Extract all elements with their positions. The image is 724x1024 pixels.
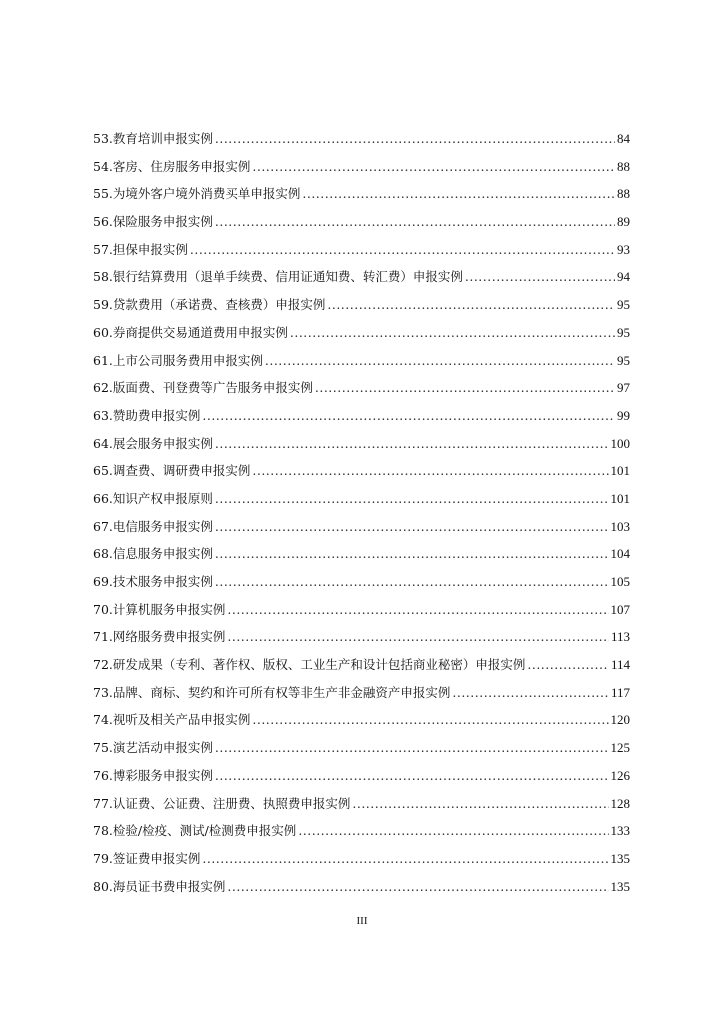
toc-entry-page: 120 [610, 712, 630, 728]
toc-entry-title: 54.客房、住房服务申报实例 [93, 158, 251, 174]
toc-dot-leader [215, 125, 615, 153]
toc-entry[interactable] [93, 817, 630, 845]
toc-entry-page: 95 [617, 297, 630, 313]
toc-entry-page: 113 [610, 629, 630, 645]
toc-entry[interactable] [93, 208, 630, 236]
toc-entry-page: 135 [610, 878, 630, 894]
toc-entry-page: 103 [610, 518, 630, 534]
toc-entry-page: 101 [610, 463, 630, 479]
toc-entry-title: 65.调查费、调研费申报实例 [93, 463, 251, 479]
toc-entry-page: 126 [610, 767, 630, 783]
toc-entry[interactable] [93, 679, 630, 707]
toc-entry[interactable] [93, 402, 630, 430]
toc-entry[interactable] [93, 706, 630, 734]
toc-entry-title: 58.银行结算费用（退单手续费、信用证通知费、转汇费）申报实例 [93, 269, 463, 285]
toc-dot-leader [215, 208, 615, 236]
toc-dot-leader [252, 457, 608, 485]
toc-dot-leader [527, 651, 609, 679]
toc-dot-leader [315, 374, 615, 402]
toc-entry-title: 67.电信服务申报实例 [93, 518, 213, 534]
toc-entry-page: 93 [617, 241, 630, 257]
toc-entry-title: 57.担保申报实例 [93, 241, 188, 257]
toc-entry-page: 133 [610, 823, 630, 839]
toc-entry-page: 107 [610, 601, 630, 617]
toc-entry[interactable] [93, 236, 630, 264]
toc-entry-title: 56.保险服务申报实例 [93, 214, 213, 230]
toc-entry-title: 68.信息服务申报实例 [93, 546, 213, 562]
toc-entry[interactable] [93, 153, 630, 181]
toc-entry-page: 114 [610, 657, 630, 673]
toc-entry-title: 64.展会服务申报实例 [93, 435, 213, 451]
toc-entry[interactable] [93, 762, 630, 790]
toc-entry-page: 105 [610, 574, 630, 589]
toc-entry[interactable] [93, 125, 630, 153]
toc-entry-page: 101 [610, 490, 630, 506]
toc-entry-page: 100 [610, 435, 630, 451]
toc-entry-page: 95 [617, 324, 630, 340]
toc-dot-leader [465, 263, 615, 291]
toc-entry[interactable] [93, 651, 630, 679]
toc-dot-leader [227, 623, 609, 651]
toc-entry-title: 74.视听及相关产品申报实例 [93, 712, 251, 728]
toc-dot-leader [252, 153, 615, 181]
toc-entry-title: 55.为境外客户境外消费买单申报实例 [93, 186, 301, 202]
toc-entry-title: 80.海员证书费申报实例 [93, 878, 226, 894]
toc-entry-page: 104 [610, 546, 630, 562]
toc-entry-title: 53.教育培训申报实例 [93, 131, 213, 146]
toc-dot-leader [215, 513, 609, 541]
toc-dot-leader [290, 319, 615, 347]
toc-entry-page: 89 [617, 214, 630, 230]
toc-dot-leader [215, 485, 609, 513]
toc-entry[interactable] [93, 568, 630, 596]
toc-dot-leader [252, 706, 608, 734]
toc-dot-leader [215, 568, 609, 596]
toc-entry[interactable] [93, 485, 630, 513]
toc-entry-title: 76.博彩服务申报实例 [93, 767, 213, 783]
toc-entry-title: 73.品牌、商标、契约和许可所有权等非生产非金融资产申报实例 [93, 684, 451, 700]
toc-entry-title: 69.技术服务申报实例 [93, 574, 213, 589]
toc-dot-leader [190, 236, 615, 264]
toc-entry-title: 63.赞助费申报实例 [93, 407, 201, 423]
toc-entry-page: 84 [617, 131, 630, 146]
toc-entry[interactable] [93, 430, 630, 458]
toc-entry-title: 71.网络服务费申报实例 [93, 629, 226, 645]
toc-entry-page: 128 [610, 795, 630, 811]
toc-dot-leader [215, 762, 609, 790]
toc-dot-leader [202, 845, 608, 873]
toc-entry[interactable] [93, 540, 630, 568]
toc-dot-leader [452, 679, 609, 707]
toc-entry-title: 78.检验/检疫、测试/检测费申报实例 [93, 823, 297, 839]
toc-entry-page: 95 [617, 352, 630, 368]
toc-dot-leader [265, 347, 615, 375]
toc-entry-title: 61.上市公司服务费用申报实例 [93, 352, 263, 368]
toc-dot-leader [327, 291, 615, 319]
toc-entry-page: 99 [617, 407, 630, 423]
toc-entry-page: 135 [610, 850, 630, 866]
toc-entry-page: 97 [617, 380, 630, 396]
toc-entry-page: 88 [617, 158, 630, 174]
toc-entry[interactable] [93, 845, 630, 873]
toc-entry-title: 60.券商提供交易通道费用申报实例 [93, 324, 288, 340]
toc-entry-title: 59.贷款费用（承诺费、查核费）申报实例 [93, 297, 326, 313]
toc-dot-leader [215, 540, 609, 568]
toc-entry[interactable] [93, 374, 630, 402]
toc-entry[interactable] [93, 734, 630, 762]
table-of-contents [93, 125, 630, 900]
toc-entry-title: 72.研发成果（专利、著作权、版权、工业生产和设计包括商业秘密）申报实例 [93, 657, 526, 673]
toc-dot-leader [352, 790, 608, 818]
toc-dot-leader [227, 873, 608, 901]
toc-entry[interactable] [93, 180, 630, 208]
toc-dot-leader [302, 180, 615, 208]
toc-entry[interactable] [93, 623, 630, 651]
toc-entry[interactable] [93, 873, 630, 901]
toc-entry-title: 75.演艺活动申报实例 [93, 740, 213, 756]
toc-entry[interactable] [93, 790, 630, 818]
toc-entry[interactable] [93, 291, 630, 319]
toc-entry-page: 117 [610, 684, 630, 700]
toc-entry-page: 125 [610, 740, 630, 756]
toc-entry-title: 79.签证费申报实例 [93, 850, 201, 866]
toc-dot-leader [227, 596, 608, 624]
toc-entry[interactable] [93, 513, 630, 541]
toc-dot-leader [215, 430, 609, 458]
toc-dot-leader [202, 402, 615, 430]
toc-entry[interactable] [93, 263, 630, 291]
toc-dot-leader [215, 734, 609, 762]
toc-entry-title: 62.版面费、刊登费等广告服务申报实例 [93, 380, 313, 396]
toc-entry[interactable] [93, 596, 630, 624]
toc-dot-leader [298, 817, 608, 845]
toc-entry-title: 77.认证费、公证费、注册费、执照费申报实例 [93, 795, 351, 811]
toc-entry[interactable] [93, 319, 630, 347]
toc-entry-page: 88 [617, 186, 630, 202]
toc-entry[interactable] [93, 347, 630, 375]
toc-entry[interactable] [93, 457, 630, 485]
toc-entry-title: 70.计算机服务申报实例 [93, 601, 226, 617]
toc-entry-title: 66.知识产权申报原则 [93, 490, 213, 506]
page-number: III [356, 915, 368, 927]
toc-entry-page: 94 [617, 269, 630, 285]
